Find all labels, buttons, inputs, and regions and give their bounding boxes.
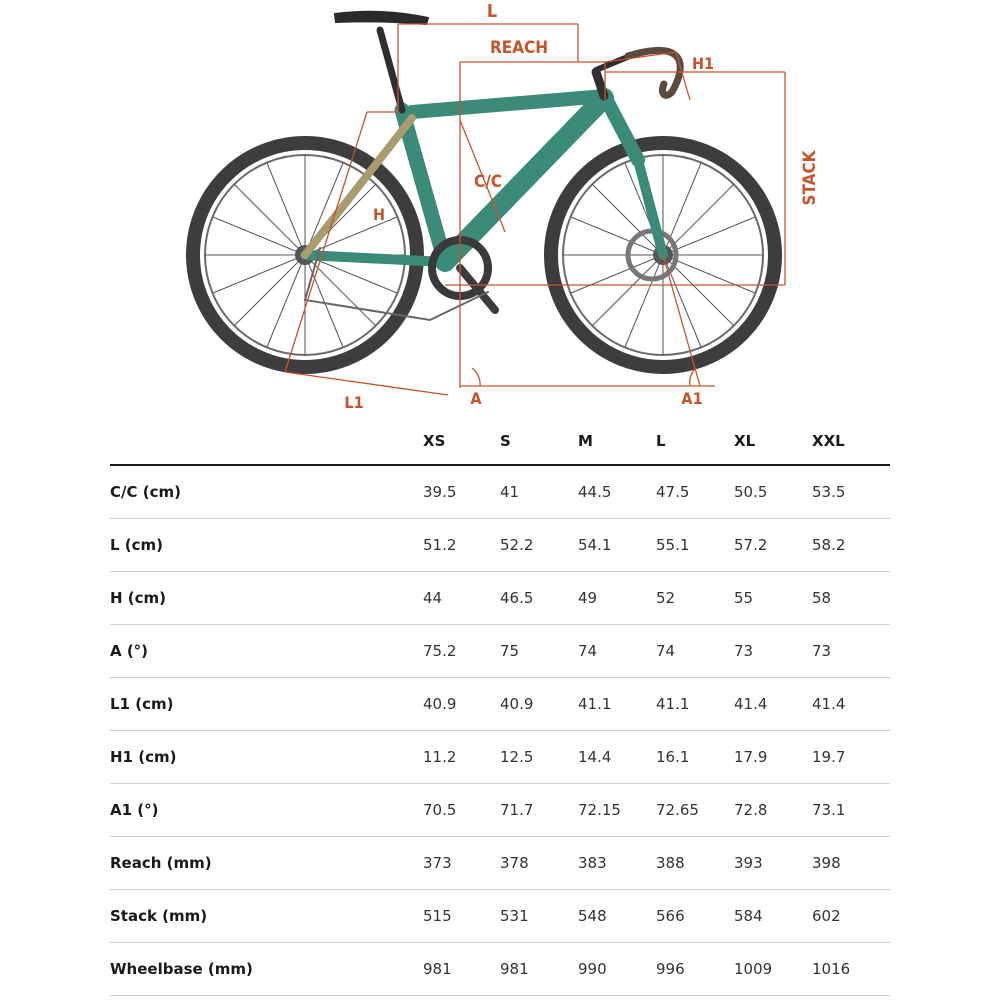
table-cell: 515 [423,907,452,925]
row-label: H1 (cm) [110,748,177,766]
dimension-label-A1: A1 [681,389,703,408]
geometry-table [110,418,890,996]
size-header-xl: XL [734,432,756,450]
table-cell: 41.4 [734,695,768,713]
table-cell: 41 [500,483,520,501]
row-label: Wheelbase (mm) [110,960,253,978]
table-cell: 11.2 [423,748,457,766]
size-header-s: S [500,432,511,450]
table-cell: 1009 [734,960,773,978]
table-row [110,519,890,572]
row-label: H (cm) [110,589,167,607]
table-row [110,625,890,678]
table-cell: 44 [423,589,443,607]
table-cell: 53.5 [812,483,846,501]
row-label: A (°) [110,642,149,660]
table-row [110,466,890,519]
table-cell: 373 [423,854,452,872]
table-cell: 16.1 [656,748,690,766]
dimension-label-H: H [372,205,386,224]
table-row [110,731,890,784]
table-row [110,943,890,996]
table-cell: 47.5 [656,483,690,501]
table-cell: 74 [578,642,598,660]
table-cell: 584 [734,907,763,925]
table-cell: 12.5 [500,748,534,766]
table-cell: 40.9 [423,695,457,713]
table-cell: 50.5 [734,483,768,501]
row-label: C/C (cm) [110,483,181,501]
table-cell: 19.7 [812,748,846,766]
dimension-label-stack: STACK [800,150,820,206]
table-row [110,890,890,943]
dimension-label-L: L [486,1,498,22]
row-label: Reach (mm) [110,854,212,872]
table-cell: 58.2 [812,536,846,554]
table-cell: 40.9 [500,695,534,713]
table-row [110,837,890,890]
table-cell: 981 [423,960,452,978]
size-header-xs: XS [423,432,446,450]
table-cell: 602 [812,907,841,925]
table-cell: 566 [656,907,685,925]
table-cell: 990 [578,960,607,978]
table-body [110,466,890,996]
table-cell: 46.5 [500,589,534,607]
table-cell: 72.8 [734,801,768,819]
size-header-xxl: XXL [812,432,845,450]
table-cell: 388 [656,854,685,872]
table-cell: 73 [812,642,832,660]
table-cell: 70.5 [423,801,457,819]
table-cell: 378 [500,854,529,872]
table-cell: 75 [500,642,520,660]
table-cell: 71.7 [500,801,534,819]
table-cell: 17.9 [734,748,768,766]
table-cell: 73 [734,642,754,660]
row-label: A1 (°) [110,801,159,819]
table-cell: 548 [578,907,607,925]
table-cell: 14.4 [578,748,612,766]
table-cell: 1016 [812,960,851,978]
row-label: Stack (mm) [110,907,208,925]
dimension-label-reach: REACH [489,38,549,58]
table-cell: 398 [812,854,841,872]
row-label: L (cm) [110,536,164,554]
dimension-label-C-C: C/C [473,172,503,192]
table-cell: 39.5 [423,483,457,501]
table-cell: 41.1 [656,695,690,713]
table-cell: 52.2 [500,536,534,554]
table-cell: 74 [656,642,676,660]
dimension-label-H1: H1 [691,54,715,73]
table-cell: 51.2 [423,536,457,554]
bike-geometry-diagram [0,0,1000,420]
dimension-label-L1: L1 [344,393,364,412]
row-label: L1 (cm) [110,695,174,713]
size-header-l: L [656,432,666,450]
table-cell: 981 [500,960,529,978]
table-cell: 41.4 [812,695,846,713]
table-row [110,784,890,837]
table-cell: 73.1 [812,801,846,819]
table-row [110,678,890,731]
table-cell: 72.65 [656,801,699,819]
table-cell: 72.15 [578,801,621,819]
table-cell: 55 [734,589,754,607]
table-cell: 75.2 [423,642,457,660]
table-cell: 383 [578,854,607,872]
table-cell: 41.1 [578,695,612,713]
table-cell: 57.2 [734,536,768,554]
table-cell: 393 [734,854,763,872]
table-cell: 531 [500,907,529,925]
size-header-row [110,418,890,466]
table-cell: 52 [656,589,676,607]
size-header-m: M [578,432,593,450]
dimension-label-A: A [470,389,482,408]
table-cell: 49 [578,589,598,607]
table-cell: 58 [812,589,832,607]
table-cell: 54.1 [578,536,612,554]
table-cell: 44.5 [578,483,612,501]
table-cell: 55.1 [656,536,690,554]
table-row [110,572,890,625]
table-cell: 996 [656,960,685,978]
